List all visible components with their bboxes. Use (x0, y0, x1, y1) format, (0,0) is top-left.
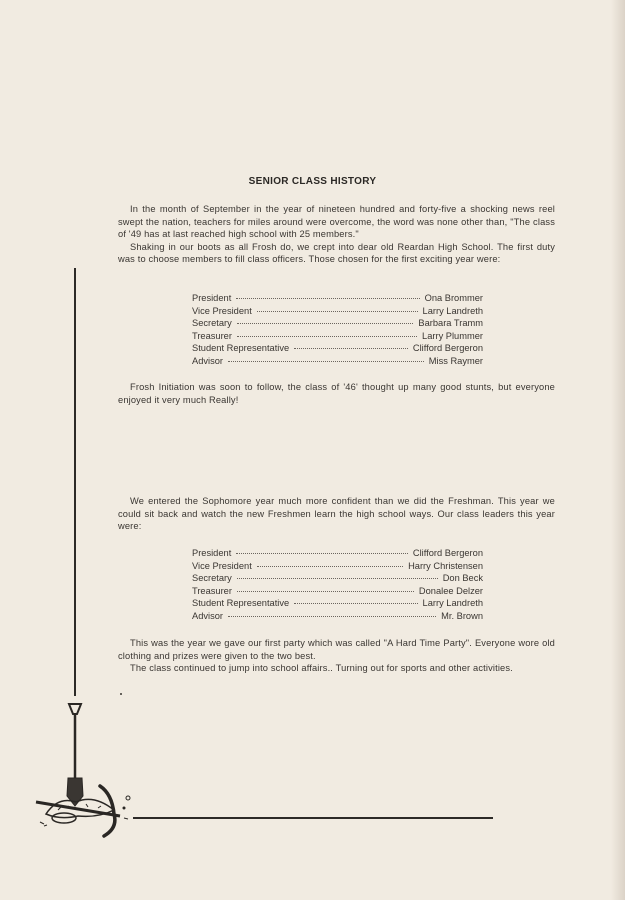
officer-role: Vice President (192, 560, 252, 571)
sophomore-officers-list (192, 547, 483, 622)
officer-row (192, 585, 483, 598)
officer-name: Barbara Tramm (418, 318, 483, 328)
officer-row (192, 572, 483, 585)
officer-name: Mr. Brown (441, 610, 483, 621)
leader-dots (237, 578, 438, 579)
leader-dots (237, 336, 417, 337)
officer-name: Miss Raymer (428, 355, 483, 366)
freshman-paragraph-3: Frosh Initiation was soon to follow, the class of '46' thought up many good stunts, but everyone enjoyed it very much Really! (118, 382, 555, 405)
officer-role: President (192, 293, 232, 303)
officer-name: Larry Landreth (422, 598, 483, 608)
officer-role: Student Representative (192, 598, 290, 608)
leader-dots (257, 566, 403, 567)
officer-row (192, 547, 483, 560)
sophomore-paragraph-1: We entered the Sophomore year much more confident than we did the Freshman. This year we could sit back and watch the new Freshmen learn the high school ways. Our class leaders this year were: (118, 496, 555, 531)
officer-name: Ona Brommer (424, 293, 483, 303)
leader-dots (257, 311, 418, 312)
leader-dots (294, 603, 417, 604)
page-edge-shadow (611, 0, 625, 900)
officer-row (192, 355, 483, 368)
officer-row (192, 305, 483, 318)
officer-name: Larry Landreth (422, 305, 483, 316)
officer-role: Vice President (192, 305, 252, 316)
freshman-paragraph-1: In the month of September in the year of nineteen hundred and forty-five a shocking news reel swept the nation, teachers for miles around were overcome, the word was none other than, "The class of '49 has at last reached high school with 25 members." (118, 204, 555, 239)
officer-row (192, 342, 483, 355)
officer-role: Advisor (192, 610, 224, 621)
officer-name: Clifford Bergeron (412, 343, 483, 353)
freshman-initiation (118, 381, 555, 406)
sophomore-paragraph-3: The class continued to jump into school affairs.. Turning out for sports and other activities. (130, 663, 513, 673)
page-title: SENIOR CLASS HISTORY (248, 176, 377, 187)
freshman-officers-list (192, 292, 483, 367)
officer-row (192, 292, 483, 305)
officer-row (192, 597, 483, 610)
officer-row (192, 560, 483, 573)
officer-role: President (192, 548, 232, 558)
ink-dot (120, 693, 122, 695)
officer-role: Secretary (192, 318, 232, 328)
officer-row (192, 610, 483, 623)
leader-dots (237, 323, 414, 324)
officer-row (192, 330, 483, 343)
leader-dots (236, 553, 408, 554)
freshman-intro (118, 203, 555, 266)
officer-role: Treasurer (192, 330, 232, 341)
freshman-paragraph-2: Shaking in our boots as all Frosh do, we crept into dear old Reardan High School. The first duty was to choose members to fill class officers. Those chosen for the first exciting year were: (118, 241, 555, 264)
officer-role: Treasurer (192, 585, 232, 596)
officer-name: Harry Christensen (408, 560, 483, 571)
sophomore-paragraph-2: This was the year we gave our first party which was called "A Hard Time Party". Everyone wore old clothing and prizes were given to the two best. (118, 638, 555, 661)
leader-dots (236, 298, 419, 299)
sophomore-closing (118, 637, 555, 675)
officer-role: Advisor (192, 355, 224, 366)
leader-dots (228, 361, 424, 362)
officer-row (192, 317, 483, 330)
leader-dots (228, 616, 436, 617)
shovel-and-pickaxe-icon (28, 698, 138, 838)
officer-name: Larry Plummer (422, 330, 483, 341)
officer-name: Don Beck (442, 573, 483, 583)
left-vertical-rule (74, 268, 76, 696)
officer-role: Student Representative (192, 343, 290, 353)
officer-name: Donalee Delzer (418, 585, 483, 596)
leader-dots (294, 348, 408, 349)
leader-dots (237, 591, 414, 592)
officer-name: Clifford Bergeron (412, 548, 483, 558)
officer-role: Secretary (192, 573, 232, 583)
sophomore-intro (118, 495, 555, 533)
bottom-horizontal-rule (133, 817, 493, 819)
